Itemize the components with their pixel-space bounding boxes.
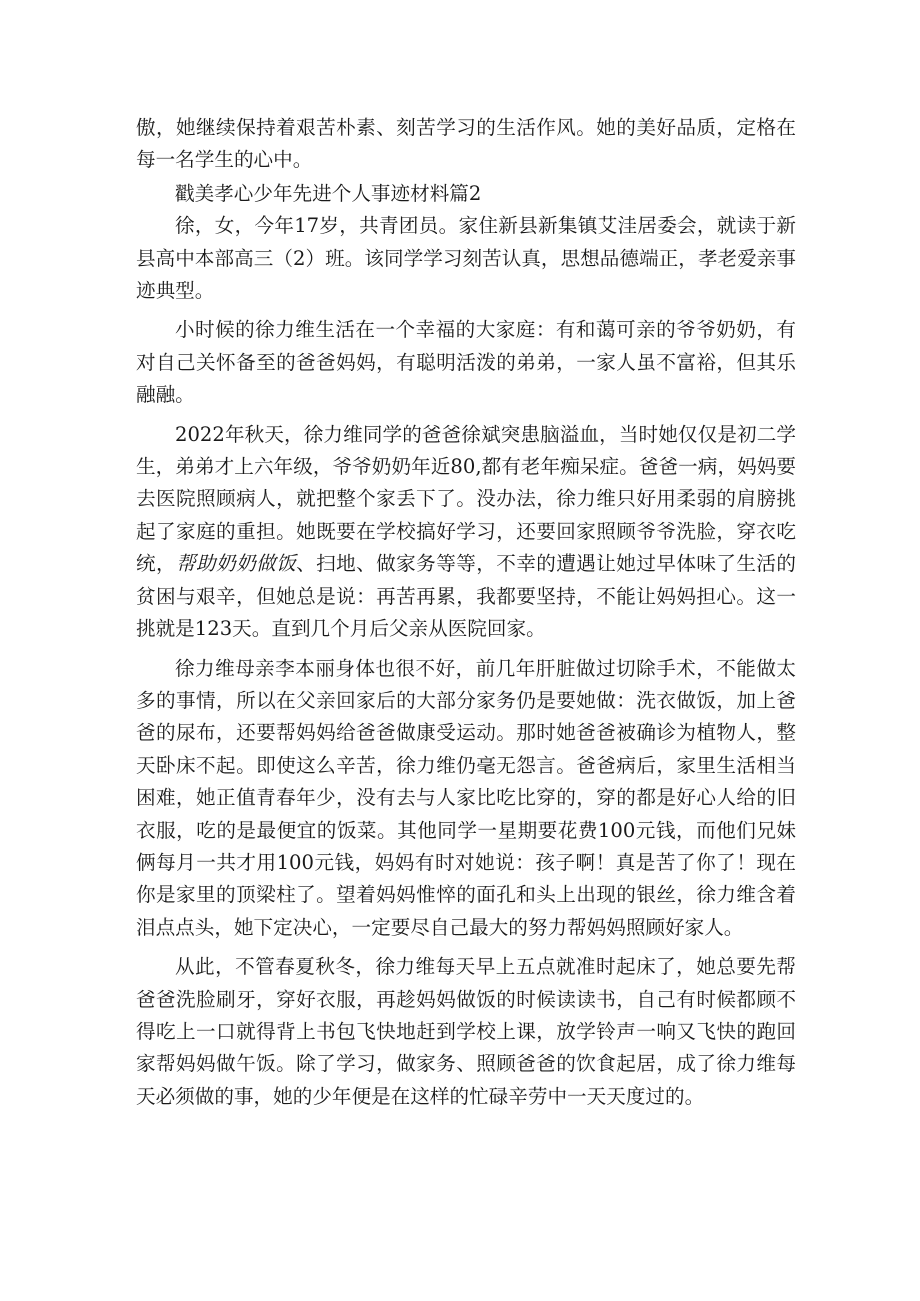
paragraph-continuation: 傲，她继续保持着艰苦朴素、刻苦学习的生活作风。她的美好品质，定格在每一名学生的心中。 — [136, 116, 796, 172]
paragraph-mother: 徐力维母亲李本丽身体也很不好，前几年肝脏做过切除手术，不能做太多的事情，所以在父亲回家后的大部分家务仍是要她做：洗衣做饭，加上爸爸的尿布，还要帮妈妈给爸爸做康受运动。那时她爸爸被确诊为植物人，整天卧床不起。即使这么辛苦，徐力维仍毫无怨言。爸爸病后，家里生活相当困难，她正值青春年少，没有去与人家比吃比穿的，穿的都是好心人给的旧衣服，吃的是最便宜的饭菜。其他同学一星期要花费100元钱，而他们兄妹俩每月一共才用100元钱，妈妈有时对她说：孩子啊！真是苦了你了！现在你是家里的顶梁柱了。望着妈妈惟悴的面孔和头上出现的银丝，徐力维含着泪点点头，她下定决心，一定要尽自己最大的努力帮妈妈照顾好家人。 — [136, 656, 796, 939]
paragraph-2022-part-1: 2022年秋天，徐力维同学的爸爸徐斌突患脑溢血，当时她仅仅是初二学生，弟弟才上六年级，爷爷奶奶年近80,都有老年痴呆症。爸爸一病，妈妈要去医院照顾病人，就把整个家丢下了。没办法，徐力维只好用柔弱的肩膀挑起了家庭的重担。她既要在学校搞好学习，还要回家照顾爷爷洗脸，穿衣吃统， — [136, 422, 796, 576]
paragraph-daily-life: 从此，不管春夏秋冬，徐力维每天早上五点就准时起床了，她总要先帮爸爸洗脸刷牙，穿好衣服，再趁妈妈做饭的时候读读书，自己有时候都顾不得吃上一口就得背上书包飞快地赶到学校上课，放学铃声一响又飞快的跑回家帮妈妈做午饭。除了学习，做家务、照顾爸爸的饮食起居，成了徐力维每天必须做的事，她的少年便是在这样的忙碌辛劳中一天天度过的。 — [136, 955, 796, 1108]
paragraph-intro: 徐，女，今年17岁，共青团员。家住新县新集镇艾洼居委会，就读于新县高中本部高三（2）班。该同学学习刻苦认真，思想品德端正，孝老爱亲事迹典型。 — [136, 214, 796, 303]
paragraph-2022 — [136, 419, 796, 646]
paragraph-2022-part-2: 、扫地、做家务等等，不幸的遭遇让她过早体味了生活的贫困与艰辛，但她总是说：再苦再累，我都要坚持，不能让妈妈担心。这一挑就是123天。直到几个月后父亲从医院回家。 — [136, 552, 797, 641]
document-page — [136, 112, 796, 1113]
paragraph-2022-italic: 帮助奶奶做饭 — [176, 552, 297, 576]
paragraph-childhood: 小时候的徐力维生活在一个幸福的大家庭：有和蔼可亲的爷爷奶奶，有对自己关怀备至的爸爸妈妈，有聪明活泼的弟弟，一家人虽不富裕，但其乐融融。 — [136, 318, 796, 407]
section-heading: 戳美孝心少年先进个人事迹材料篇2 — [175, 181, 482, 205]
